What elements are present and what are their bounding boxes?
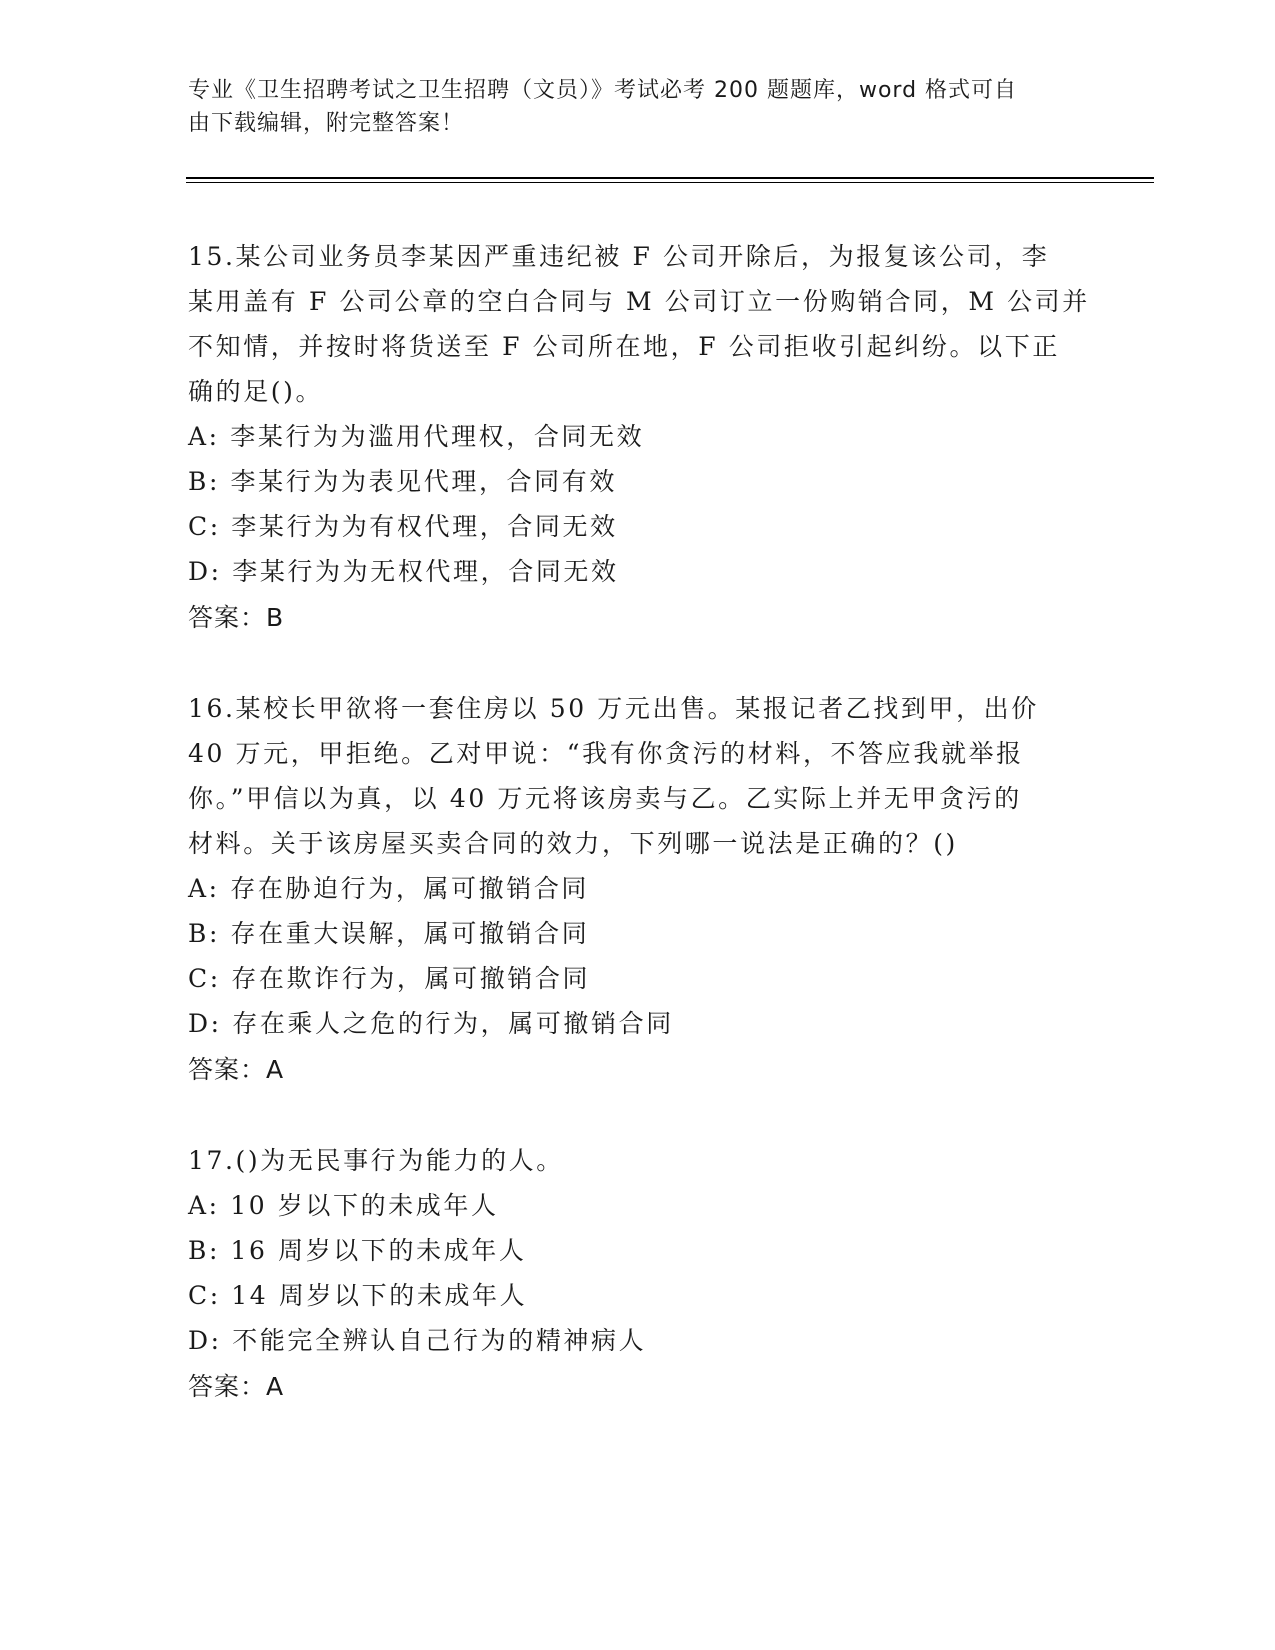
question-stem-line: 确的足()。 (188, 377, 324, 406)
question-stem-line: 材料。关于该房屋买卖合同的效力，下列哪一说法是正确的？() (188, 829, 958, 858)
option-d: D: 存在乘人之危的行为，属可撤销合同 (188, 1009, 674, 1038)
question-list (188, 234, 1088, 1455)
answer-line: 答案：A (188, 1055, 285, 1084)
option-c: C: 存在欺诈行为，属可撤销合同 (188, 964, 591, 993)
header-divider-thin (186, 182, 1154, 183)
question-stem-line: 40 万元，甲拒绝。乙对甲说：“我有你贪污的材料，不答应我就举报 (188, 739, 1024, 768)
question-stem-line: 16.某校长甲欲将一套住房以 50 万元出售。某报记者乙找到甲，出价 (188, 694, 1039, 723)
option-b: B: 16 周岁以下的未成年人 (188, 1236, 527, 1265)
option-a: A: 10 岁以下的未成年人 (188, 1191, 499, 1220)
question-stem-line: 15.某公司业务员李某因严重违纪被 F 公司开除后，为报复该公司，李 (188, 242, 1050, 271)
option-b: B: 存在重大误解，属可撤销合同 (188, 919, 590, 948)
option-c: C: 李某行为为有权代理，合同无效 (188, 512, 618, 541)
header-divider-thick (186, 177, 1154, 179)
question-stem-line: 不知情，并按时将货送至 F 公司所在地，F 公司拒收引起纠纷。以下正 (188, 332, 1060, 361)
question-stem-line: 某用盖有 F 公司公章的空白合同与 M 公司订立一份购销合同，M 公司并 (188, 287, 1090, 316)
question-stem-line: 你。”甲信以为真，以 40 万元将该房卖与乙。乙实际上并无甲贪污的 (188, 784, 1022, 813)
answer-line: 答案：B (188, 603, 285, 632)
option-d: D: 李某行为为无权代理，合同无效 (188, 557, 619, 586)
option-a: A: 李某行为为滥用代理权，合同无效 (188, 422, 645, 451)
document-header (188, 74, 1068, 140)
answer-line: 答案：A (188, 1372, 285, 1401)
question-15 (188, 234, 1088, 640)
question-17 (188, 1138, 1088, 1409)
option-d: D: 不能完全辨认自己行为的精神病人 (188, 1326, 647, 1355)
header-line-1: 专业《卫生招聘考试之卫生招聘（文员）》考试必考 200 题题库，word 格式可自 (188, 78, 1018, 103)
option-b: B: 李某行为为表见代理，合同有效 (188, 467, 617, 496)
question-16 (188, 686, 1088, 1092)
header-line-2: 由下载编辑，附完整答案！ (188, 111, 465, 136)
question-stem-line: 17.()为无民事行为能力的人。 (188, 1146, 564, 1175)
option-a: A: 存在胁迫行为，属可撤销合同 (188, 874, 590, 903)
option-c: C: 14 周岁以下的未成年人 (188, 1281, 528, 1310)
